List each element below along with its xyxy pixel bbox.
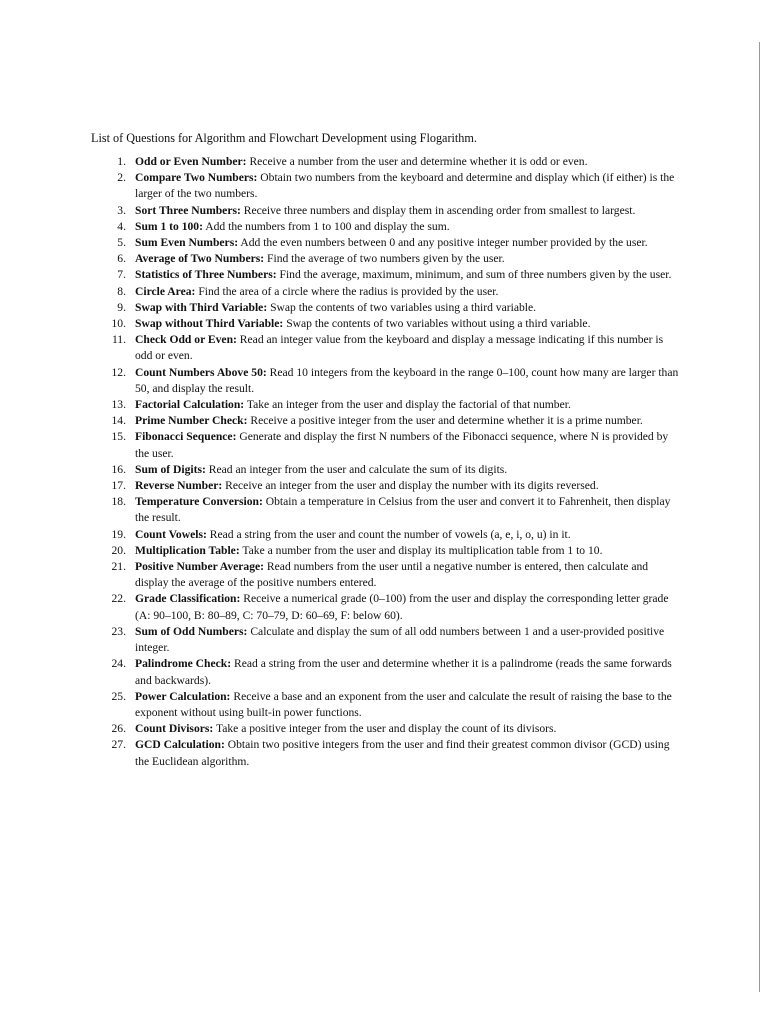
- question-number: 21.: [111, 560, 126, 574]
- question-name: Count Divisors:: [135, 722, 214, 736]
- question-name: Sum of Digits:: [135, 462, 206, 476]
- question-name: Power Calculation:: [135, 689, 231, 703]
- question-name: Check Odd or Even:: [135, 333, 237, 347]
- question-description: Take an integer from the user and display the factorial of that number.: [244, 398, 571, 412]
- question-description: Receive a numerical grade (0–100) from the user and display the corresponding letter grade (A: 90–100, B: 80–89, C: 70–79, D: 60–69, F: below 60).: [135, 592, 669, 622]
- question-number: 19.: [111, 527, 126, 541]
- question-number: 1.: [117, 155, 126, 168]
- question-number: 2.: [117, 171, 126, 185]
- question-description: Find the average, maximum, minimum, and sum of three numbers given by the user.: [276, 268, 672, 282]
- question-description: Receive an integer from the user and display the number with its digits reversed.: [222, 479, 599, 493]
- question-description: Read a string from the user and count the number of vowels (a, e, i, o, u) in it.: [206, 527, 571, 541]
- question-name: Positive Number Average:: [135, 560, 265, 574]
- question-name: Sort Three Numbers:: [135, 203, 241, 217]
- question-item: [104, 559, 682, 591]
- question-name: Palindrome Check:: [135, 657, 232, 671]
- question-description: Find the average of two numbers given by the user.: [264, 252, 505, 266]
- question-name: Statistics of Three Numbers:: [135, 268, 277, 282]
- question-name: Sum of Odd Numbers:: [135, 624, 248, 638]
- document-title: List of Questions for Algorithm and Flowchart Development using Flogarithm.: [91, 131, 477, 145]
- question-number: 25.: [111, 689, 126, 703]
- question-description: Add the even numbers between 0 and any positive integer number provided by the user.: [238, 236, 648, 250]
- question-name: Reverse Number:: [135, 479, 223, 493]
- question-number: 16.: [111, 462, 126, 476]
- question-name: Swap with Third Variable:: [135, 300, 268, 314]
- question-number: 8.: [117, 284, 126, 298]
- question-number: 7.: [117, 268, 126, 282]
- question-item: [104, 267, 682, 283]
- question-description: Receive a base and an exponent from the user and calculate the result of raising the base to the exponent without using built-in power functions.: [135, 689, 672, 719]
- question-item: [104, 203, 682, 219]
- question-item: [104, 624, 682, 656]
- question-item: [104, 284, 682, 300]
- question-name: Temperature Conversion:: [135, 495, 263, 509]
- question-description: Swap the contents of two variables using a third variable.: [267, 300, 537, 314]
- question-name: Factorial Calculation:: [135, 398, 245, 412]
- question-description: Add the numbers from 1 to 100 and display the sum.: [202, 219, 450, 233]
- question-name: Multiplication Table:: [135, 543, 240, 557]
- question-description: Read an integer value from the keyboard and display a message indicating if this number is odd or even.: [135, 333, 664, 363]
- question-name: Sum Even Numbers:: [135, 236, 239, 250]
- question-item: [104, 154, 682, 170]
- question-item: [104, 429, 682, 461]
- question-name: Circle Area:: [135, 284, 196, 298]
- question-item: [104, 689, 682, 721]
- question-number: 5.: [117, 236, 126, 250]
- question-description: Take a positive integer from the user and display the count of its divisors.: [213, 722, 557, 736]
- question-name: Odd or Even Number:: [135, 155, 247, 168]
- question-number: 14.: [111, 414, 126, 428]
- question-number: 11.: [111, 333, 126, 347]
- question-number: 24.: [111, 657, 126, 671]
- question-description: Obtain two numbers from the keyboard and determine and display which (if either) is the larger of the two numbers.: [135, 171, 675, 201]
- question-name: Prime Number Check:: [135, 414, 248, 428]
- question-name: GCD Calculation:: [135, 738, 225, 752]
- question-number: 9.: [117, 300, 126, 314]
- question-number: 27.: [111, 738, 126, 752]
- question-number: 20.: [111, 543, 126, 557]
- question-item: [104, 332, 682, 364]
- question-name: Sum 1 to 100:: [135, 219, 203, 233]
- question-name: Fibonacci Sequence:: [135, 430, 237, 444]
- question-description: Find the area of a circle where the radius is provided by the user.: [195, 284, 499, 298]
- question-name: Swap without Third Variable:: [135, 317, 284, 331]
- question-item: [104, 170, 682, 202]
- question-name: Compare Two Numbers:: [135, 171, 258, 185]
- question-description: Generate and display the first N numbers of the Fibonacci sequence, where N is provided by the user.: [135, 430, 669, 460]
- question-item: [104, 591, 682, 623]
- question-item: [104, 656, 682, 688]
- question-name: Count Vowels:: [135, 527, 207, 541]
- question-item: [104, 219, 682, 235]
- question-number: 23.: [111, 624, 126, 638]
- question-description: Swap the contents of two variables without using a third variable.: [283, 317, 591, 331]
- question-number: 3.: [117, 203, 126, 217]
- question-list: [104, 154, 682, 770]
- question-description: Receive a number from the user and determine whether it is odd or even.: [246, 155, 588, 168]
- question-item: [104, 462, 682, 478]
- question-description: Receive three numbers and display them in ascending order from smallest to largest.: [240, 203, 636, 217]
- question-item: [104, 543, 682, 559]
- question-description: Read 10 integers from the keyboard in the range 0–100, count how many are larger than 50, and display the result.: [135, 365, 679, 395]
- question-item: [104, 737, 682, 769]
- question-number: 22.: [111, 592, 126, 606]
- question-item: [104, 527, 682, 543]
- question-number: 15.: [111, 430, 126, 444]
- question-name: Count Numbers Above 50:: [135, 365, 267, 379]
- question-description: Take a number from the user and display its multiplication table from 1 to 10.: [239, 543, 603, 557]
- question-number: 17.: [111, 479, 126, 493]
- question-description: Receive a positive integer from the user and determine whether it is a prime number.: [247, 414, 643, 428]
- page-edge-line: [759, 42, 760, 992]
- question-number: 6.: [117, 252, 126, 266]
- question-item: [104, 397, 682, 413]
- question-item: [104, 365, 682, 397]
- question-item: [104, 235, 682, 251]
- question-description: Obtain two positive integers from the user and find their greatest common divisor (GCD) using the Euclidean algorithm.: [135, 738, 670, 768]
- question-name: Grade Classification:: [135, 592, 241, 606]
- question-item: [104, 251, 682, 267]
- question-description: Obtain a temperature in Celsius from the user and convert it to Fahrenheit, then display the result.: [135, 495, 671, 525]
- question-number: 10.: [111, 317, 126, 331]
- question-number: 13.: [111, 398, 126, 412]
- question-name: Average of Two Numbers:: [135, 252, 265, 266]
- question-item: [104, 478, 682, 494]
- question-number: 26.: [111, 722, 126, 736]
- question-item: [104, 300, 682, 316]
- question-item: [104, 413, 682, 429]
- question-item: [104, 494, 682, 526]
- question-item: [104, 316, 682, 332]
- question-number: 4.: [117, 219, 126, 233]
- question-description: Read an integer from the user and calculate the sum of its digits.: [205, 462, 508, 476]
- question-item: [104, 721, 682, 737]
- question-description: Read a string from the user and determine whether it is a palindrome (reads the same forwards and backwards).: [135, 657, 672, 687]
- question-number: 18.: [111, 495, 126, 509]
- question-number: 12.: [111, 365, 126, 379]
- question-description: Calculate and display the sum of all odd numbers between 1 and a user-provided positive integer.: [135, 624, 665, 655]
- question-description: Read numbers from the user until a negative number is entered, then calculate and display the average of the positive numbers entered.: [135, 560, 649, 590]
